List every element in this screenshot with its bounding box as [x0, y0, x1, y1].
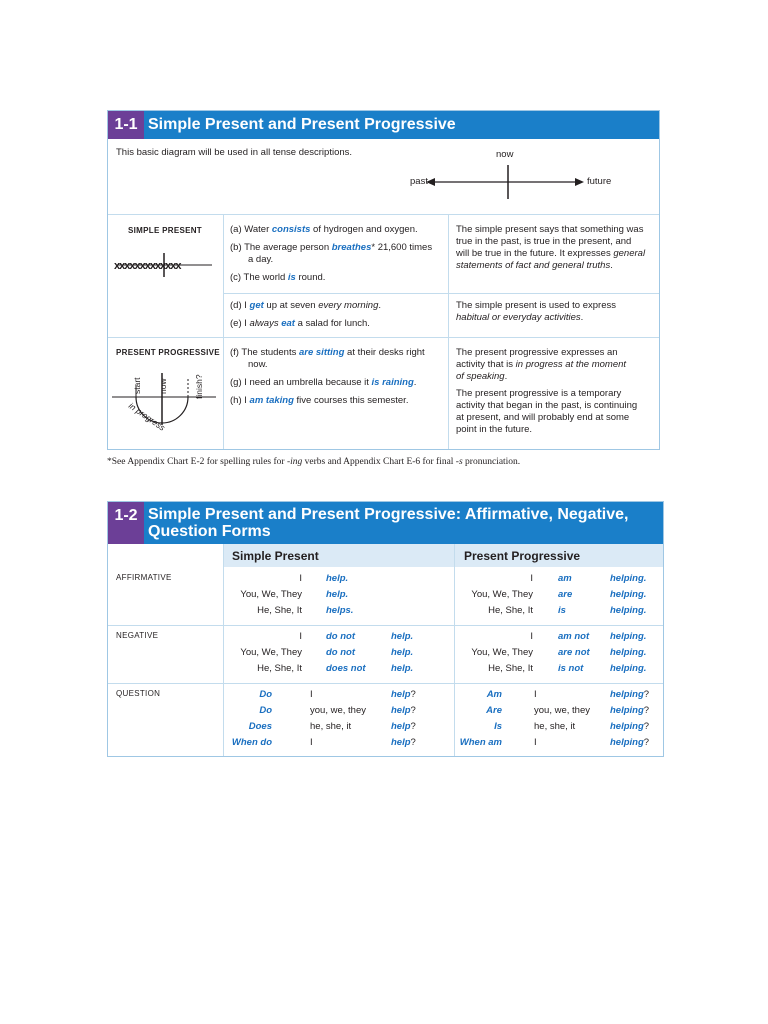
question-word: When do [231, 737, 272, 748]
footnote: *See Appendix Chart E-2 for spelling rules for -ing verbs and Appendix Chart E-6 for final -s pronunciation. [107, 457, 521, 467]
auxiliary: is not [558, 663, 584, 674]
chart-title: Simple Present and Present Progressive [148, 116, 456, 133]
question-word: Do [259, 689, 272, 700]
example-e: (e) I always eat a salad for lunch. [230, 318, 370, 329]
subject: I [310, 689, 313, 700]
diagram-now-label: now [158, 378, 168, 394]
auxiliary: are [558, 589, 573, 600]
subject: He, She, It [488, 663, 533, 674]
example-f: (f) The students are sitting at their desks right [230, 347, 425, 358]
question-word: Are [486, 705, 502, 716]
present-progressive-diagram [110, 361, 220, 445]
divider [108, 214, 659, 215]
verb: help? [391, 705, 416, 716]
explanation-3-line3: of speaking. [456, 371, 508, 382]
example-f-cont: now. [248, 359, 268, 370]
subject: I [530, 631, 533, 642]
section-label-present-progressive: PRESENT PROGRESSIVE [116, 348, 220, 357]
question-word: Am [486, 689, 502, 700]
question-word: When am [459, 737, 502, 748]
diagram-future-label: future [587, 176, 612, 187]
verb: helping. [610, 663, 647, 674]
example-g: (g) I need an umbrella because it is raining. [230, 377, 417, 388]
explanation-4-line1: The present progressive is a temporary [456, 388, 622, 399]
verb: helping. [610, 573, 647, 584]
explanation-3-line1: The present progressive expresses an [456, 347, 618, 358]
divider [108, 625, 663, 626]
verb: help? [391, 737, 416, 748]
explanation-1-line4: statements of fact and general truths. [456, 260, 613, 271]
verb: helping? [610, 705, 650, 716]
column-header-row [224, 544, 663, 567]
subject: he, she, it [310, 721, 352, 732]
chart-number: 1-1 [108, 111, 144, 139]
verb: help. [391, 631, 414, 642]
example-a: (a) Water consists of hydrogen and oxygen. [230, 224, 418, 235]
subject: He, She, It [257, 605, 302, 616]
explanation-4-line2: activity that began in the past, is continuing [456, 400, 638, 411]
diagram-now-label: now [496, 149, 514, 160]
auxiliary: is [558, 605, 566, 616]
explanation-4-line3: at present, and will probably end at some [456, 412, 630, 423]
auxiliary: are not [558, 647, 590, 658]
explanation-1-line3: will be true in the future. It expresses general [456, 248, 646, 259]
verb: help. [326, 589, 349, 600]
diagram-in-progress-label: in progress [126, 400, 168, 433]
verb: helping. [610, 631, 647, 642]
subject: You, We, They [240, 647, 302, 658]
chart-header [108, 111, 659, 139]
subject: I [310, 737, 313, 748]
arrow-right-icon [575, 178, 584, 186]
row-label-negative: NEGATIVE [116, 631, 159, 640]
verb: help. [326, 573, 349, 584]
simple-present-diagram [114, 251, 214, 277]
divider [108, 337, 659, 338]
chart-1-1 [107, 110, 660, 450]
example-b-cont: a day. [248, 254, 274, 265]
explanation-1-line1: The simple present says that something was [456, 224, 644, 235]
chart-number: 1-2 [108, 502, 144, 544]
verb: helps. [326, 605, 354, 616]
explanation-1-line2: true in the past, is true in the present, and [456, 236, 632, 247]
diagram-start-label: start [132, 377, 142, 394]
row-label-question: QUESTION [116, 689, 161, 698]
subject: I [299, 631, 302, 642]
verb: helping? [610, 737, 650, 748]
explanation-2-line2: habitual or everyday activities. [456, 312, 584, 323]
example-h: (h) I am taking five courses this semester. [230, 395, 409, 406]
question-word: Do [259, 705, 272, 716]
subject: He, She, It [257, 663, 302, 674]
divider [223, 293, 659, 294]
example-c: (c) The world is round. [230, 272, 326, 283]
auxiliary: does not [326, 663, 366, 674]
chart-header [108, 502, 663, 544]
subject: I [299, 573, 302, 584]
section-label-simple-present: SIMPLE PRESENT [128, 226, 202, 235]
subject: I [530, 573, 533, 584]
question-word: Is [494, 721, 502, 732]
verb: help? [391, 721, 416, 732]
intro-text: This basic diagram will be used in all tense descriptions. [116, 147, 353, 158]
auxiliary: am not [558, 631, 590, 642]
chart-1-2 [107, 501, 664, 757]
divider [448, 214, 449, 449]
subject: You, We, They [471, 589, 533, 600]
subject: you, we, they [534, 705, 590, 716]
verb: helping. [610, 589, 647, 600]
verb: helping. [610, 647, 647, 658]
subject: you, we, they [310, 705, 366, 716]
auxiliary: do not [326, 631, 356, 642]
auxiliary: do not [326, 647, 356, 658]
example-d: (d) I get up at seven every morning. [230, 300, 382, 311]
explanation-2-line1: The simple present is used to express [456, 300, 616, 311]
column-header-simple-present: Simple Present [232, 549, 319, 563]
column-header-present-progressive: Present Progressive [464, 549, 581, 563]
verb: help. [391, 663, 414, 674]
chart-title: Simple Present and Present Progressive: Affirmative, Negative, Question Forms [148, 506, 629, 540]
subject: I [534, 689, 537, 700]
row-label-affirmative: AFFIRMATIVE [116, 573, 172, 582]
subject: I [534, 737, 537, 748]
subject: You, We, They [471, 647, 533, 658]
explanation-3-line2: activity that is in progress at the moment [456, 359, 627, 370]
verb: helping? [610, 689, 650, 700]
diagram-past-label: past [410, 176, 428, 187]
explanation-4-line4: point in the future. [456, 424, 533, 435]
question-word: Does [248, 721, 272, 732]
divider [108, 683, 663, 684]
example-b: (b) The average person breathes* 21,600 times [230, 242, 433, 253]
svg-text:xxxxxxxxxxxxx: xxxxxxxxxxxxx [114, 260, 181, 272]
verb: help? [391, 689, 416, 700]
subject: You, We, They [240, 589, 302, 600]
verb: help. [391, 647, 414, 658]
diagram-finish-label: finish? [194, 374, 204, 399]
subject: he, she, it [534, 721, 576, 732]
divider [223, 214, 224, 449]
subject: He, She, It [488, 605, 533, 616]
auxiliary: am [558, 573, 572, 584]
verb: helping? [610, 721, 650, 732]
verb: helping. [610, 605, 647, 616]
